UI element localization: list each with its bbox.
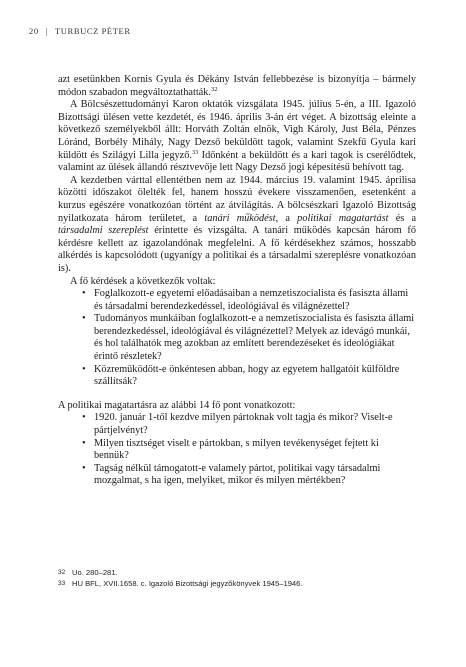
footnote-number: 32 bbox=[58, 569, 66, 576]
paragraph-3-joiner-2: és a bbox=[388, 212, 417, 224]
list-item: • Milyen tisztséget viselt e pártokban, s milyen tevékenységet fejtett ki bennük? bbox=[94, 438, 416, 463]
page-number: 20 bbox=[29, 26, 39, 36]
header-separator: | bbox=[45, 26, 49, 36]
list-item: • Tudományos munkáiban foglalkozott-e a nemzetiszocialista és fasiszta állami berendezkedéssel, ideológiával és világnézettel? Melyek az idevágó munkái, és hol találhatók meg azokban az említett berendezéseket és ideológiákat érintő részletek? bbox=[94, 313, 416, 363]
footnote-text: HU BFL, XVII.1658. c. Igazoló Bizottsági jegyzőkönyvek 1945–1946. bbox=[72, 578, 303, 588]
paragraph-3-text: A kezdetben várttal ellentétben nem az 1944. március 19. valamint 1945. áprilisa közötti időszakot ölelték fel, hanem hosszú évekere visszamenően, esetenként a kurzus egészére vonatkozóan történt az átvilágítás. A bölcsészkari Igazoló Bizottság nyilatkozata három területet, a bbox=[58, 174, 416, 224]
paragraph-3-joiner-1: , a bbox=[275, 212, 298, 224]
paragraph-3 bbox=[58, 175, 416, 276]
paragraph-4: A fő kérdések a következők voltak: bbox=[70, 275, 216, 287]
list-item: • Tagság nélkül támogatott-e valamely pártot, politikai vagy társadalmi mozgalmat, s ha igen, melyiket, mikor és milyen mértékben? bbox=[94, 463, 416, 488]
paragraph-2-text: A Bölcsészettudományi Karon oktatók vizsgálata 1945. július 5-én, a III. Igazoló Bizottsági ülésen vette kezdetét, és 1946. április 3-án ért véget. A bizottság eleinte a következő személyekből állt: Horváth Zoltán elnök, Vigh Károly, Just Béla, Pénzes Lóránd, Borbély Mihály, Nagy Dezső beküldött tagok, valamint Szekfű Gyula kari küldött és Szilágyi Lilla jegyző. bbox=[58, 99, 416, 161]
footnote bbox=[58, 579, 416, 590]
political-points-list bbox=[58, 412, 416, 488]
paragraph-2 bbox=[58, 99, 416, 175]
emphasis-social: társadalmi szereplést bbox=[58, 225, 149, 237]
footnote-ref-33: 33 bbox=[191, 148, 199, 156]
paragraph-1 bbox=[58, 74, 416, 99]
paragraph-1-text: azt esetünkben Kornis Gyula és Dékány István fellebbezése is bizonyítja – bármely módon szabadon megváltoztathatták. bbox=[58, 74, 416, 98]
paragraph-5: A politikai magatartásra az alábbi 14 fő pont vonatkozott: bbox=[58, 399, 296, 411]
footnote bbox=[58, 568, 416, 579]
footnote-text: Uo. 280–281. bbox=[72, 568, 118, 577]
main-questions-list bbox=[58, 288, 416, 389]
running-header bbox=[29, 26, 131, 36]
footnote-ref-32: 32 bbox=[210, 85, 218, 93]
footnotes bbox=[58, 568, 416, 589]
list-item: • Foglalkozott-e egyetemi előadásaiban a nemzetiszocialista és fasiszta állami és társadalmi berendezkedéssel, ideológiával és világnézettel? bbox=[94, 288, 416, 313]
paragraph-2-text-after: Időnként a beküldött és a kari tagok is cserélődtek, valamint az ülések állandó résztvevője lett Nagy Dezső jogi képesítésű behívott tag. bbox=[58, 149, 416, 174]
emphasis-political: politikai magatartást bbox=[297, 212, 389, 224]
list-item: • 1920. január 1-től kezdve milyen pártoknak volt tagja és mikor? Viselt-e pártjelvényt? bbox=[94, 412, 416, 437]
emphasis-teaching: tanári működést bbox=[204, 212, 276, 224]
author-name: TURBUCZ PÉTER bbox=[55, 26, 131, 36]
list-item: • Közreműködött-e önkéntesen abban, hogy az egyetem hallgatóit külföldre szállítsák? bbox=[94, 364, 416, 389]
body-text bbox=[58, 74, 416, 488]
footnote-number: 33 bbox=[58, 579, 66, 587]
paragraph-3-text-after: érintette és vizsgálta. A tanári működés kapcsán három fő kérdésre kellett az igazolandónak megfelelni. A fő kérdésekhez számos, hosszabb alkérdés is kapcsolódott (ugyanígy a politikai és a társadalmi szereplésre vonatkozóan is). bbox=[58, 225, 416, 274]
